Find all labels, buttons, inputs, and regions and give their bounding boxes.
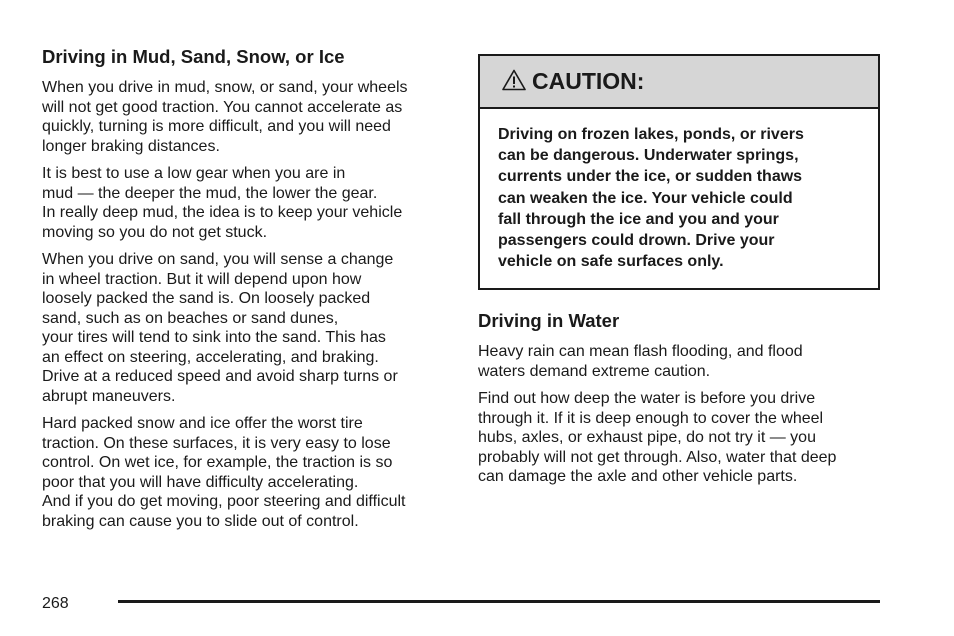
text-line: an effect on steering, accelerating, and braking.	[42, 348, 379, 366]
caution-line: vehicle on safe surfaces only.	[498, 253, 724, 271]
text-line: Hard packed snow and ice offer the worst tire	[42, 415, 363, 432]
footer-divider	[118, 600, 880, 603]
text-line: will not get good traction. You cannot accelerate as	[42, 98, 403, 116]
warning-triangle-icon	[502, 69, 526, 91]
paragraph-water-depth	[478, 389, 880, 487]
text-line: through it. If it is deep enough to cover the wheel	[478, 409, 824, 427]
paragraph-sand	[42, 250, 452, 406]
text-line: abrupt maneuvers.	[42, 387, 176, 405]
text-line: mud — the deeper the mud, the lower the gear.	[42, 184, 378, 202]
paragraph-flash-flooding	[478, 342, 880, 381]
caution-line: fall through the ice and you and your	[498, 210, 779, 228]
text-line: longer braking distances.	[42, 137, 220, 155]
text-line: In really deep mud, the idea is to keep your vehicle	[42, 204, 403, 221]
text-line: Find out how deep the water is before you drive	[478, 390, 816, 408]
text-line: traction. On these surfaces, it is very easy to lose	[42, 434, 391, 452]
text-line: your tires will tend to sink into the sand. This has	[42, 329, 386, 346]
caution-line: currents under the ice, or sudden thaws	[498, 168, 803, 186]
text-line: sand, such as on beaches or sand dunes,	[42, 309, 339, 327]
caution-line: can weaken the ice. Your vehicle could	[498, 189, 793, 207]
paragraph-snow-ice	[42, 414, 452, 531]
right-column	[478, 54, 880, 495]
text-line: Drive at a reduced speed and avoid sharp turns or	[42, 368, 398, 385]
caution-box	[478, 54, 880, 290]
caution-header	[480, 56, 878, 109]
text-line: quickly, turning is more difficult, and you will need	[42, 118, 391, 135]
page-number: 268	[42, 595, 69, 612]
left-column	[42, 46, 452, 539]
text-line: loosely packed the sand is. On loosely packed	[42, 290, 371, 307]
caution-title: CAUTION:	[532, 68, 645, 94]
caution-line: Driving on frozen lakes, ponds, or rivers	[498, 126, 804, 143]
caution-line: passengers could drown. Drive your	[498, 232, 775, 250]
text-line: When you drive in mud, snow, or sand, your wheels	[42, 79, 408, 96]
text-line: moving so you do not get stuck.	[42, 223, 268, 241]
section-heading-driving-in-water: Driving in Water	[478, 310, 620, 332]
paragraph-traction	[42, 78, 452, 156]
text-line: And if you do get moving, poor steering and difficult	[42, 493, 406, 510]
text-line: poor that you will have difficulty accelerating.	[42, 473, 359, 491]
caution-line: can be dangerous. Underwater springs,	[498, 147, 799, 165]
text-line: It is best to use a low gear when you are in	[42, 165, 346, 182]
caution-text	[480, 109, 878, 288]
text-line: waters demand extreme caution.	[478, 362, 711, 380]
text-line: can damage the axle and other vehicle parts.	[478, 468, 798, 486]
text-line: braking can cause you to slide out of control.	[42, 512, 359, 530]
text-line: When you drive on sand, you will sense a change	[42, 251, 394, 268]
paragraph-low-gear	[42, 164, 452, 242]
text-line: Heavy rain can mean flash flooding, and flood	[478, 343, 803, 361]
section-heading-mud-sand-snow-ice: Driving in Mud, Sand, Snow, or Ice	[42, 46, 345, 67]
text-line: probably will not get through. Also, water that deep	[478, 448, 837, 466]
text-line: hubs, axles, or exhaust pipe, do not try it — you	[478, 429, 816, 447]
text-line: control. On wet ice, for example, the traction is so	[42, 454, 393, 471]
text-line: in wheel traction. But it will depend upon how	[42, 270, 362, 288]
